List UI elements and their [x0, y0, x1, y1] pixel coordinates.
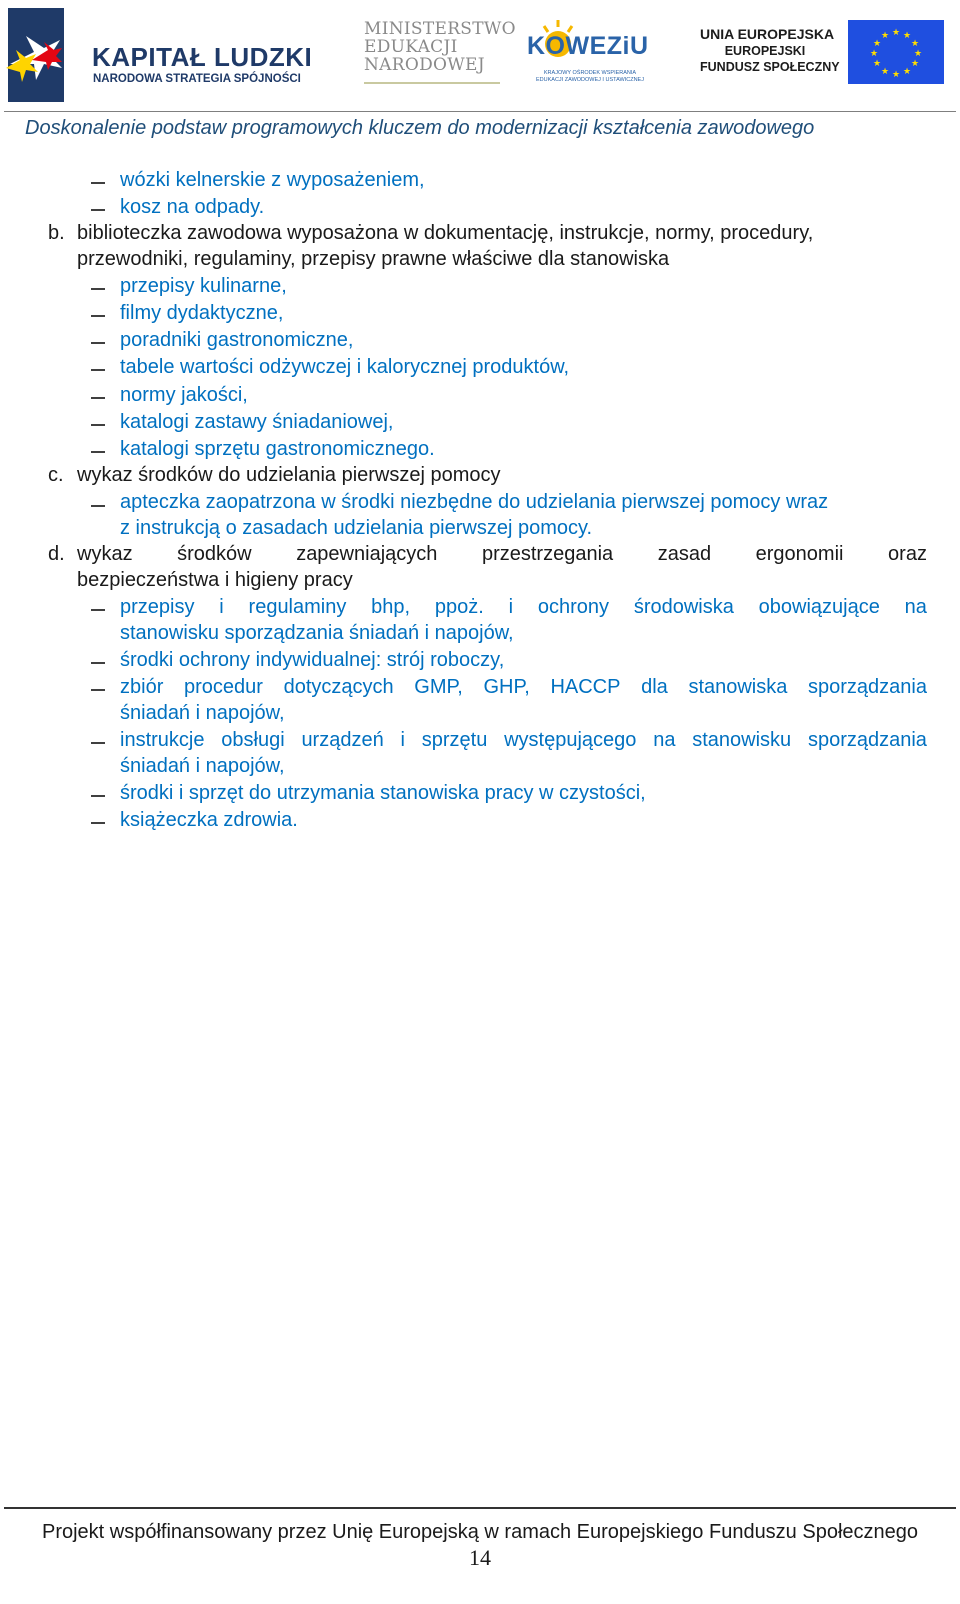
word: środowiska [633, 596, 734, 618]
kapital-ludzki-emblem-icon [4, 6, 84, 106]
list-dash [91, 369, 105, 371]
section-d-line-1 [77, 542, 927, 567]
list-item: środki ochrony indywidualnej: strój roboczy, [120, 649, 505, 671]
eu-flag-icon [848, 20, 944, 84]
word: sporządzania [807, 729, 927, 751]
svg-text:★: ★ [880, 67, 890, 77]
list-dash [91, 182, 105, 184]
kapital-ludzki-logo [4, 6, 314, 106]
word: dla [641, 676, 668, 698]
men-line-1: MINISTERSTWO [364, 19, 516, 39]
page-number: 14 [469, 1545, 491, 1570]
list-item: apteczka zaopatrzona w środki niezbędne do udzielania pierwszej pomocy wraz [120, 491, 829, 513]
word: stanowiska [688, 676, 788, 698]
word: ochrony [537, 596, 610, 618]
word: zbiór [120, 676, 164, 698]
word: sprzętu [421, 729, 488, 751]
list-dash [91, 315, 105, 317]
list-item: książeczka zdrowia. [120, 809, 298, 831]
list-item: filmy dydaktyczne, [120, 302, 284, 324]
eu-line-2: EUROPEJSKI [724, 44, 806, 58]
list-item-continuation: śniadań i napojów, [120, 702, 285, 724]
list-dash [91, 451, 105, 453]
word: instrukcje [120, 729, 205, 751]
word: przepisy [120, 596, 195, 618]
word: zasad [657, 543, 712, 565]
footer-divider [4, 1507, 956, 1509]
word: na [653, 729, 676, 751]
svg-text:★: ★ [891, 28, 901, 38]
section-b-line-1: biblioteczka zawodowa wyposażona w dokumentację, instrukcje, normy, procedury, [77, 222, 814, 244]
word: sporządzania [808, 676, 927, 698]
list-item-continuation: z instrukcją o zasadach udzielania pierwszej pomocy. [120, 517, 593, 539]
list-dash [91, 822, 105, 824]
list-dash [91, 505, 105, 507]
word: obsługi [221, 729, 285, 751]
svg-text:★: ★ [913, 49, 923, 59]
koweziu-name: KOWEZiU [527, 32, 649, 60]
section-b-line-2: przewodniki, regulaminy, przepisy prawne właściwe dla stanowiska [77, 248, 670, 270]
list-dash [91, 689, 105, 691]
list-item: katalogi zastawy śniadaniowej, [120, 411, 394, 433]
word: bhp, [371, 596, 411, 618]
section-letter-b: b. [48, 222, 65, 244]
svg-text:★: ★ [902, 67, 912, 77]
men-logo [364, 19, 516, 90]
list-item: środki i sprzęt do utrzymania stanowiska pracy w czystości, [120, 782, 646, 804]
svg-text:★: ★ [910, 59, 920, 69]
word: i [219, 596, 224, 618]
list-dash [91, 662, 105, 664]
men-line-2: EDUKACJI [364, 37, 458, 57]
list-dash [91, 288, 105, 290]
list-dash [91, 397, 105, 399]
word: oraz [888, 543, 927, 565]
word: na [904, 596, 927, 618]
svg-text:★: ★ [880, 31, 890, 41]
word: obowiązujące [758, 596, 880, 618]
men-underline [364, 82, 500, 84]
list-dash [91, 795, 105, 797]
header-logos [0, 0, 960, 112]
kapital-ludzki-title: KAPITAŁ LUDZKI [92, 42, 313, 72]
eu-line-1: UNIA EUROPEJSKA [700, 26, 835, 42]
word: regulaminy [248, 596, 347, 618]
word: środków [177, 543, 252, 565]
list-item: przepisy kulinarne, [120, 275, 287, 297]
word: przestrzegania [481, 543, 614, 565]
document-title: Doskonalenie podstaw programowych kluczem do modernizacji kształcenia zawodowego [25, 117, 815, 139]
list-item: normy jakości, [120, 384, 248, 406]
word: ergonomii [755, 543, 844, 565]
eu-line-3: FUNDUSZ SPOŁECZNY [700, 60, 840, 74]
list-item-continuation: stanowisku sporządzania śniadań i napojów, [120, 622, 514, 644]
list-item [120, 728, 927, 753]
list-item [120, 595, 927, 620]
footer-text: Projekt współfinansowany przez Unię Europejską w ramach Europejskiego Funduszu Społecznego [41, 1521, 919, 1543]
word: i [400, 729, 405, 751]
word: stanowisku [692, 729, 792, 751]
section-letter-d: d. [48, 543, 65, 565]
word: dotyczących [283, 676, 394, 698]
word: występującego [504, 729, 637, 751]
word: ppoż. [434, 596, 484, 618]
list-item: poradniki gastronomiczne, [120, 329, 354, 351]
section-letter-c: c. [48, 464, 64, 486]
list-item-continuation: śniadań i napojów, [120, 755, 285, 777]
section-d-line-2: bezpieczeństwa i higieny pracy [77, 569, 353, 591]
kapital-ludzki-subtitle: NARODOWA STRATEGIA SPÓJNOŚCI [93, 73, 301, 85]
section-c-line-1: wykaz środków do udzielania pierwszej pomocy [77, 464, 501, 486]
list-item: wózki kelnerskie z wyposażeniem, [120, 169, 425, 191]
svg-text:★: ★ [872, 59, 882, 69]
header-divider [4, 111, 956, 112]
svg-text:★: ★ [869, 49, 879, 59]
list-item: tabele wartości odżywczej i kalorycznej produktów, [120, 356, 570, 378]
list-item [120, 675, 927, 700]
list-dash [91, 209, 105, 211]
list-dash [91, 609, 105, 611]
word: wykaz [77, 543, 133, 565]
svg-text:★: ★ [872, 39, 882, 49]
koweziu-logo [526, 16, 652, 86]
svg-text:★: ★ [910, 39, 920, 49]
list-dash [91, 742, 105, 744]
list-item: katalogi sprzętu gastronomicznego. [120, 438, 435, 460]
word: procedur [184, 676, 263, 698]
word: GMP, [414, 676, 463, 698]
list-dash [91, 424, 105, 426]
word: zapewniających [296, 543, 438, 565]
eu-text-logo [700, 26, 840, 75]
word: HACCP [550, 676, 621, 698]
svg-text:★: ★ [902, 31, 912, 41]
koweziu-subtitle: KRAJOWY OŚRODEK WSPIERANIA EDUKACJI ZAWODOWEJ I USTAWICZNEJ [536, 70, 644, 83]
word: GHP, [483, 676, 530, 698]
list-item: kosz na odpady. [120, 196, 265, 218]
word: i [508, 596, 514, 618]
list-dash [91, 342, 105, 344]
word: urządzeń [301, 729, 384, 751]
svg-text:★: ★ [891, 70, 901, 80]
men-line-3: NARODOWEJ [364, 55, 485, 75]
